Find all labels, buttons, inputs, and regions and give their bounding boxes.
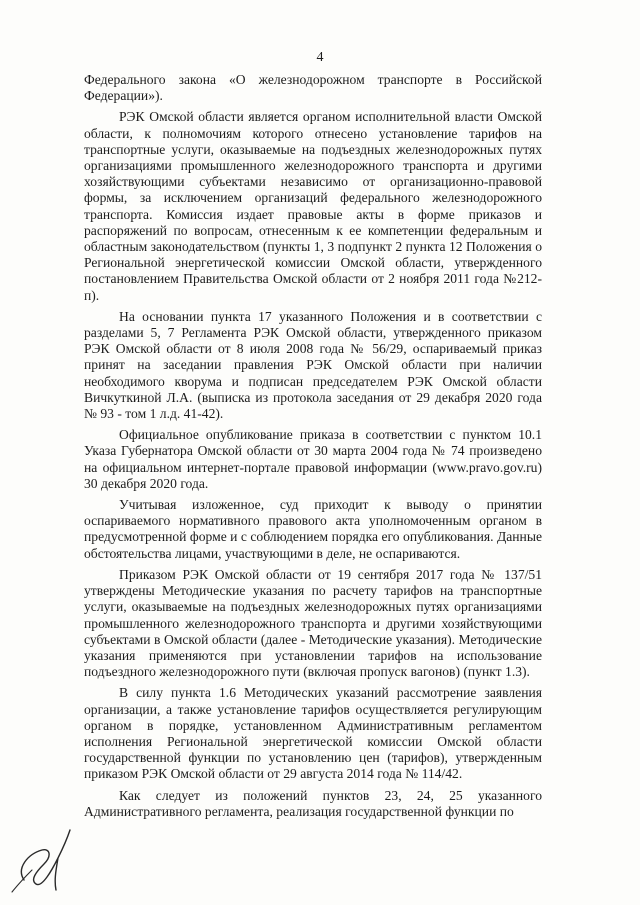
paragraph-8: Как следует из положений пунктов 23, 24, 25 указанного Административного регламента, реализация государственной функции по bbox=[84, 787, 542, 819]
page-number: 4 bbox=[316, 50, 324, 65]
paragraph-3: На основании пункта 17 указанного Положения и в соответствии с разделами 5, 7 Регламента РЭК Омской области, утвержденного приказом РЭК Омской области от 8 июля 2008 года № 56/29, оспариваемый приказ принят на заседании правления РЭК Омской области при наличии необходимого кворума и подписан председателем РЭК Омской области Вичкуткиной Л.А. (выписка из протокола заседания от 29 декабря 2020 года № 93 - том 1 л.д. 41-42). bbox=[84, 308, 542, 422]
paragraph-4: Официальное опубликование приказа в соответствии с пунктом 10.1 Указа Губернатора Омской области от 30 марта 2004 года № 74 произведено на официальном интернет-портале правовой информации (www.pravo.gov.ru) 30 декабря 2020 года. bbox=[84, 427, 542, 491]
paragraph-6: Приказом РЭК Омской области от 19 сентября 2017 года № 137/51 утверждены Методические указания по расчету тарифов на транспортные услуги, оказываемые на подъездных железнодорожных путях организациями промышленного железнодорожного транспорта и другими хозяйствующими субъектами в Омской области (далее - Методические указания). Методические указания применяются при установлении тарифов на использование подъездного железнодорожного пути (включая пропуск вагонов) (пункт 1.3). bbox=[84, 566, 542, 680]
paragraph-2: РЭК Омской области является органом исполнительной власти Омской области, к полномочиям которого отнесено установление тарифов на транспортные услуги, оказываемые на подъездных железнодорожных путях организациями промышленного железнодорожного транспорта и другими хозяйствующими субъектами независимо от организационно-правовой формы, за исключением организаций федерального железнодорожного транспорта. Комиссия издает правовые акты в форме приказов и распоряжений по вопросам, отнесенным к ее компетенции федеральным и областным законодательством (пункты 1, 3 подпункт 2 пункта 12 Положения о Региональной энергетической комиссии Омской области, утвержденного постановлением Правительства Омской области от 2 ноября 2011 года №212-п). bbox=[84, 109, 542, 303]
paragraph-1: Федерального закона «О железнодорожном транспорте в Российской Федерации»). bbox=[84, 72, 542, 104]
paragraph-5: Учитывая изложенное, суд приходит к выводу о принятии оспариваемого нормативного правового акта уполномоченным органом в предусмотренной форме и с соблюдением порядка его опубликования. Данные обстоятельства лицами, участвующими в деле, не оспариваются. bbox=[84, 497, 542, 561]
signature-mark bbox=[6, 820, 86, 895]
paragraph-7: В силу пункта 1.6 Методических указаний рассмотрение заявления организации, а также установление тарифов осуществляется регулирующим органом в порядке, установленном Административным регламентом исполнения Региональной энергетической комиссии Омской области государственной функции по установлению цен (тарифов), утвержденным приказом РЭК Омской области от 29 августа 2014 года № 114/42. bbox=[84, 685, 542, 782]
document-body bbox=[84, 72, 542, 825]
